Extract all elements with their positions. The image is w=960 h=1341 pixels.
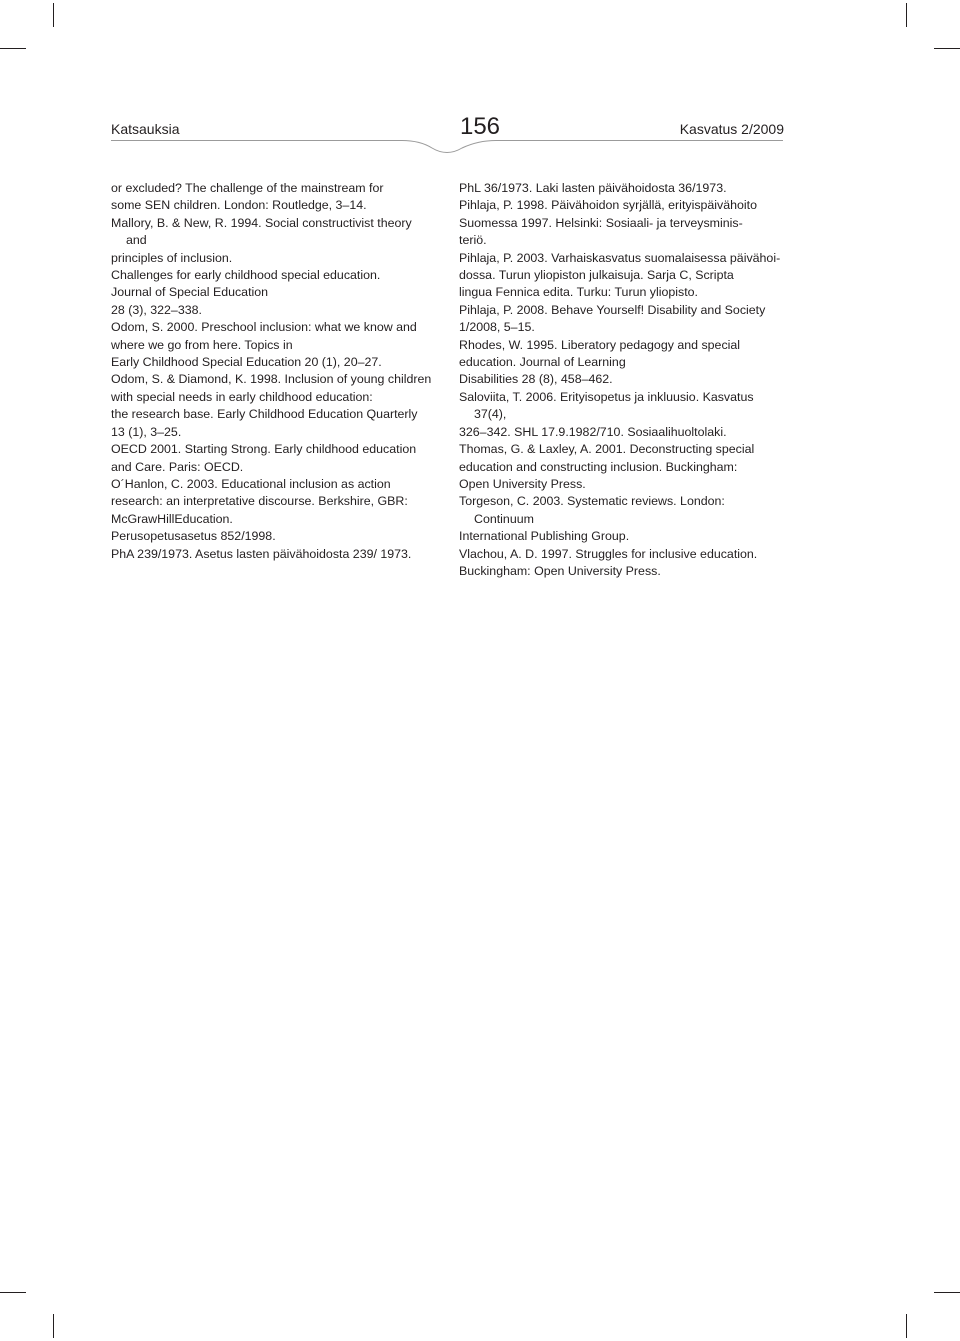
reference-entry (459, 197, 783, 249)
reference-line: Pihlaja, P. 2008. Behave Yourself! Disability and Society (459, 302, 766, 317)
reference-line: where we go from here. Topics in (111, 337, 293, 352)
reference-line: Journal of Special Education (111, 285, 269, 300)
running-head-journal: Kasvatus 2/2009 (679, 121, 784, 137)
reference-line: lingua Fennica edita. Turku: Turun yliopisto. (459, 285, 698, 300)
reference-entry (459, 493, 783, 545)
reference-entry (111, 215, 435, 319)
reference-line: 1/2008, 5–15. (459, 320, 535, 335)
crop-mark-right-bottom (934, 1292, 960, 1293)
header-rule (0, 0, 960, 170)
reference-line: principles of inclusion. (111, 250, 233, 265)
crop-mark-bottom-left (53, 1314, 54, 1338)
reference-line: education and constructing inclusion. Buckingham: (459, 459, 738, 474)
reference-line: Challenges for early childhood special education. (111, 268, 381, 283)
reference-line: Vlachou, A. D. 1997. Struggles for inclusive education. (459, 546, 758, 561)
reference-entry (111, 180, 435, 215)
reference-line: with special needs in early childhood education: (111, 389, 373, 404)
reference-line: Odom, S. 2000. Preschool inclusion: what we know and (111, 320, 417, 335)
reference-line: PhA 239/1973. Asetus lasten päivähoidosta 239/ 1973. (111, 546, 412, 561)
references-left-column (111, 180, 435, 563)
reference-line: Mallory, B. & New, R. 1994. Social constructivist theory and (111, 215, 412, 248)
reference-line: 326–342. SHL 17.9.1982/710. Sosiaalihuoltolaki. (459, 424, 727, 439)
references-right-column (459, 180, 783, 580)
reference-line: Pihlaja, P. 2003. Varhaiskasvatus suomalaisessa päivähoi- (459, 250, 781, 265)
reference-line: PhL 36/1973. Laki lasten päivähoidosta 36/1973. (459, 181, 727, 195)
reference-line: McGrawHillEducation. (111, 511, 233, 526)
reference-line: Perusopetusasetus 852/1998. (111, 529, 276, 544)
reference-entry (111, 476, 435, 528)
reference-line: Disabilities 28 (8), 458–462. (459, 372, 613, 387)
reference-line: Rhodes, W. 1995. Liberatory pedagogy and special (459, 337, 741, 352)
reference-line: Open University Press. (459, 476, 586, 491)
reference-entry (459, 250, 783, 302)
reference-entry (111, 441, 435, 476)
reference-line: 28 (3), 322–338. (111, 302, 202, 317)
reference-line: teriö. (459, 233, 487, 248)
reference-line: or excluded? The challenge of the mainstream for (111, 181, 384, 195)
reference-line: 13 (1), 3–25. (111, 424, 182, 439)
reference-line: research: an interpretative discourse. Berkshire, GBR: (111, 494, 408, 509)
reference-line: dossa. Turun yliopiston julkaisuja. Sarja C, Scripta (459, 268, 734, 283)
reference-line: Buckingham: Open University Press. (459, 563, 661, 578)
reference-entry (459, 180, 783, 197)
running-head-section: Katsauksia (111, 121, 180, 137)
reference-line: Odom, S. & Diamond, K. 1998. Inclusion of young children (111, 372, 432, 387)
reference-entry (111, 546, 435, 563)
reference-entry (111, 319, 435, 371)
reference-entry (111, 528, 435, 545)
reference-entry (111, 371, 435, 441)
reference-entry (459, 546, 783, 581)
reference-line: OECD 2001. Starting Strong. Early childhood education (111, 442, 417, 457)
reference-line: International Publishing Group. (459, 529, 630, 544)
reference-line: Early Childhood Special Education 20 (1), 20–27. (111, 355, 382, 370)
reference-line: the research base. Early Childhood Education Quarterly (111, 407, 418, 422)
reference-line: Pihlaja, P. 1998. Päivähoidon syrjällä, erityispäivähoito (459, 198, 758, 213)
reference-line: O´Hanlon, C. 2003. Educational inclusion as action (111, 476, 391, 491)
crop-mark-bottom-right (906, 1314, 907, 1338)
reference-entry (459, 441, 783, 493)
reference-line: and Care. Paris: OECD. (111, 459, 244, 474)
reference-line: education. Journal of Learning (459, 355, 626, 370)
page-number: 156 (459, 113, 501, 140)
reference-line: Suomessa 1997. Helsinki: Sosiaali- ja terveysminis- (459, 215, 743, 230)
crop-mark-left-bottom (0, 1292, 26, 1293)
reference-line: Torgeson, C. 2003. Systematic reviews. London: Continuum (459, 494, 725, 526)
reference-line: Thomas, G. & Laxley, A. 2001. Deconstructing special (459, 442, 755, 457)
reference-entry (459, 337, 783, 389)
reference-line: some SEN children. London: Routledge, 3–14. (111, 198, 367, 213)
reference-entry (459, 302, 783, 337)
reference-line: Saloviita, T. 2006. Erityisopetus ja inkluusio. Kasvatus 37(4), (459, 389, 754, 422)
reference-entry (459, 389, 783, 441)
